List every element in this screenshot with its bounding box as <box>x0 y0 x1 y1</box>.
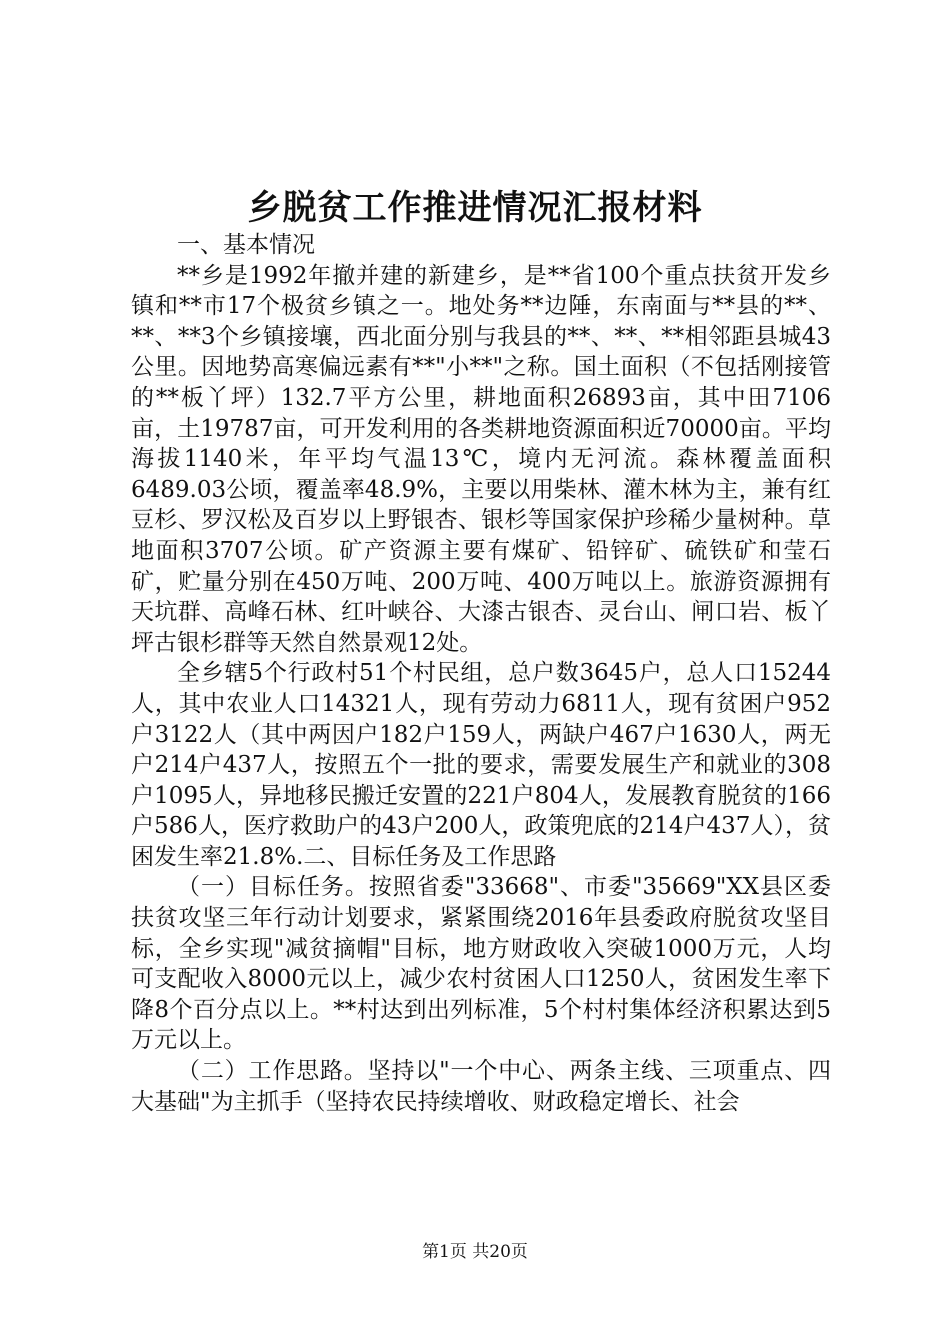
document-body <box>131 230 831 1117</box>
page-number: 第1页 共20页 <box>422 1242 528 1262</box>
paragraph: （二）工作思路。坚持以"一个中心、两条主线、三项重点、四大基础"为主抓手（坚持农民持续增收、财政稳定增长、社会 <box>131 1058 831 1115</box>
document-title: 乡脱贫工作推进情况汇报材料 <box>247 188 703 228</box>
paragraph: 全乡辖5个行政村51个村民组，总户数3645户，总人口15244人，其中农业人口14321人，现有劳动力6811人，现有贫困户952户3122人（其中两因户182户159人，两缺户467户1630人，两无户214户437人，按照五个一批的要求，需要发展生产和就业的308户1095人，异地移民搬迁安置的221户804人，发展教育脱贫的166户586人，医疗救助户的43户200人，政策兜底的214户437人），贫困发生率21.8%.二、目标任务及工作思路 <box>131 660 831 870</box>
section-heading: 一、基本情况 <box>177 232 315 258</box>
paragraph: **乡是1992年撤并建的新建乡，是**省100个重点扶贫开发乡镇和**市17个极贫乡镇之一。地处务**边陲，东南面与**县的**、**、**3个乡镇接壤，西北面分别与我县的**、**、**相邻距县城43公里。因地势高寒偏远素有**"小**"之称。国土面积（不包括刚接管的**板丫坪）132.7平方公里，耕地面积26893亩，其中田7106亩，土19787亩，可开发利用的各类耕地资源面积近70000亩。平均海拔1140米，年平均气温13℃，境内无河流。森林覆盖面积6489.03公顷，覆盖率48.9%，主要以用柴林、灌木林为主，兼有红豆杉、罗汉松及百岁以上野银杏、银杉等国家保护珍稀少量树种。草地面积3707公顷。矿产资源主要有煤矿、铅锌矿、硫铁矿和莹石矿，贮量分别在450万吨、200万吨、400万吨以上。旅游资源拥有天坑群、高峰石林、红叶峡谷、大漆古银杏、灵台山、闸口岩、板丫坪古银杉群等天然自然景观12处。 <box>131 262 831 656</box>
paragraph: （一）目标任务。按照省委"33668"、市委"35669"XX县区委扶贫攻坚三年行动计划要求，紧紧围绕2016年县委政府脱贫攻坚目标，全乡实现"减贫摘帽"目标，地方财政收入突破1000万元，人均可支配收入8000元以上，减少农村贫困人口1250人，贫困发生率下降8个百分点以上。**村达到出列标准，5个村村集体经济积累达到5万元以上。 <box>131 874 831 1054</box>
